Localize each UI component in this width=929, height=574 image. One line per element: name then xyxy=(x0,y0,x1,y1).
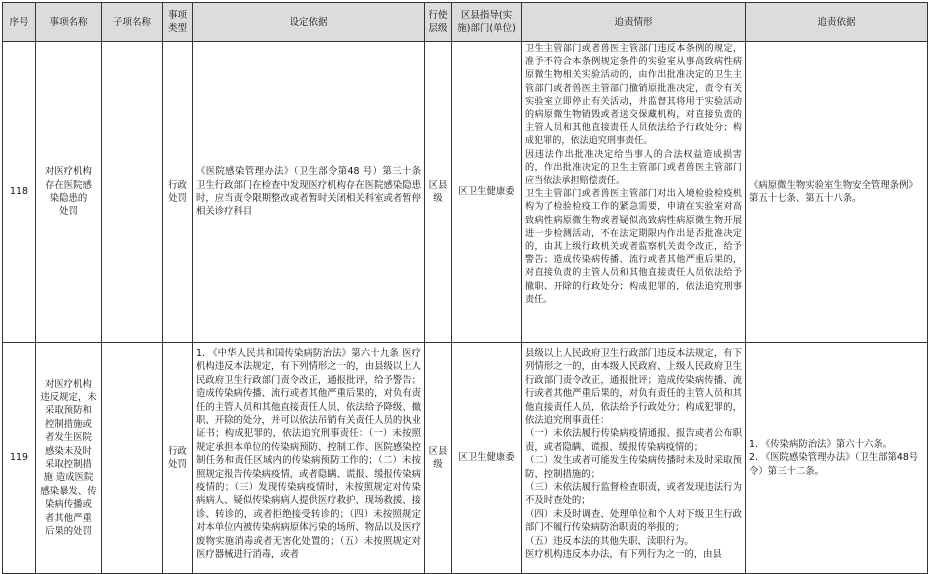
header-item-type: 事项 类型 xyxy=(163,3,193,42)
header-circumstances: 追责情形 xyxy=(522,3,746,42)
row-item-name: 对医疗机构 违反规定，未 采取预防和 控制措施或 者发生医院 感染未及时 采取控制措 施 造成医院 感染暴发、传 染病传播或 者其他严重 后果的处罚 xyxy=(36,343,102,574)
row-level: 区县 级 xyxy=(425,343,452,574)
header-level: 行使 层级 xyxy=(425,3,452,42)
row-level: 区县 级 xyxy=(425,42,452,343)
row-circumstances: 卫生主管部门或者兽医主管部门违反本条例的规定，准予不符合本条例规定条件的实验室从事高致病性病原微生物相关实验活动的，由作出批准决定的卫生主管部门或者兽医主管部门撤销原批准决定，责令有关实验室立即停止有关活动，并监督其将用于实验活动的病原微生物销毁或者送交保藏机构，对直接负责的主管人员和其他直接责任人员依法给予行政处分；构成犯罪的，依法追究刑事责任。 因违法作出批准决定给当事人的合法权益造成损害的，作出批准决定的卫生主管部门或者兽医主管部门应当依法承担赔偿责任。 卫生主管部门或者兽医主管部门对出入境检验检疫机构为了检验检疫工作的紧急需要，申请在实验室对高致病性病原微生物或者疑似高致病性病原微生物开展进一步检测活动，不在法定期限内作出是否批准决定的，由其上级行政机关或者监察机关责令改正，给予警告；造成传染病传播、流行或者其他严重后果的，对直接负责的主管人员和其他直接责任人员依法给予撤职、开除的行政处分；构成犯罪的，依法追究刑事责任。 xyxy=(522,42,746,343)
header-sub-item-name: 子项名称 xyxy=(102,3,163,42)
table-row xyxy=(3,343,928,574)
header-item-name: 事项名称 xyxy=(36,3,102,42)
row-no: 118 xyxy=(3,42,36,343)
header-no: 序号 xyxy=(3,3,36,42)
row-dept: 区卫生健康委 xyxy=(452,42,522,343)
accountability-table xyxy=(2,2,928,574)
header-dept: 区县指导(实 施)部门(单位) xyxy=(452,3,522,42)
row-basis: 1. 《中华人民共和国传染病防治法》第六十九条 医疗机构违反本法规定，有下列情形之一的，由县级以上人民政府卫生行政部门责令改正，通报批评，给予警告；造成传染病传播、流行或者其他严重后果的，对负有责任的主管人员和其他直接责任人员，依法给予降级、撤职、开除的处分，并可以依法吊销有关责任人员的执业证书；构成犯罪的，依法追究刑事责任：（一）未按照规定承担本单位的传染病预防、控制工作、医院感染控制任务和责任区域内的传染病预防工作的；（二）未按照规定报告传染病疫情，或者隐瞒、谎报、缓报传染病疫情的；（三）发现传染病疫情时，未按照规定对传染病病人、疑似传染病病人提供医疗救护、现场救援、接诊、转诊的，或者拒绝接受转诊的；（四）未按照规定对本单位内被传染病病原体污染的场所、物品以及医疗废物实施消毒或者无害化处置的；（五）未按照规定对医疗器械进行消毒，或者 xyxy=(196,348,421,561)
row-sub-item-name xyxy=(102,343,163,574)
row-circumstances: 县级以上人民政府卫生行政部门违反本法规定，有下列情形之一的，由本级人民政府、上级人民政府卫生行政部门责令改正，通报批评；造成传染病传播、流行或者其他严重后果的，对负有责任的主管人员和其他直接责任人员，依法给予行政处分；构成犯罪的，依法追究刑事责任： （一）未依法履行传染病疫情通报、报告或者公布职责，或者隐瞒、谎报、缓报传染病疫情的； （二）发生或者可能发生传染病传播时未及时采取预防、控制措施的； （三）未依法履行监督检查职责，或者发现违法行为不及时查处的； （四）未及时调查、处理单位和个人对下级卫生行政部门不履行传染病防治职责的举报的； （五）违反本法的其他失职、渎职行为。 医疗机构违反本办法，有下列行为之一的，由县 xyxy=(525,348,742,561)
row-circumstances-cell xyxy=(522,343,746,574)
row-sub-item-name xyxy=(102,42,163,343)
row-item-name: 对医疗机构 存在医院感 染隐患的 处罚 xyxy=(36,42,102,343)
row-basis: 《医院感染管理办法》（卫生部令第48 号）第三十条 卫生行政部门在检查中发现医疗机构存在医院感染隐患时，应当责令限期整改或者暂时关闭相关科室或者暂停相关诊疗科目 xyxy=(193,42,425,343)
table-row xyxy=(3,42,928,343)
row-dept: 区卫生健康委 xyxy=(452,343,522,574)
header-row xyxy=(3,3,928,42)
row-item-type: 行政 处罚 xyxy=(163,343,193,574)
header-basis: 设定依据 xyxy=(193,3,425,42)
row-item-type: 行政 处罚 xyxy=(163,42,193,343)
row-no: 119 xyxy=(3,343,36,574)
row-accountability-basis: 《病原微生物实验室生物安全管理条例》第五十七条、第五十八条。 xyxy=(746,42,928,343)
row-basis-cell xyxy=(193,343,425,574)
row-accountability-basis: 1. 《传染病防治法》第六十六条。 2. 《医院感染管理办法》（卫生部第48号令）第三十二条。 xyxy=(746,343,928,574)
header-accountability-basis: 追责依据 xyxy=(746,3,928,42)
